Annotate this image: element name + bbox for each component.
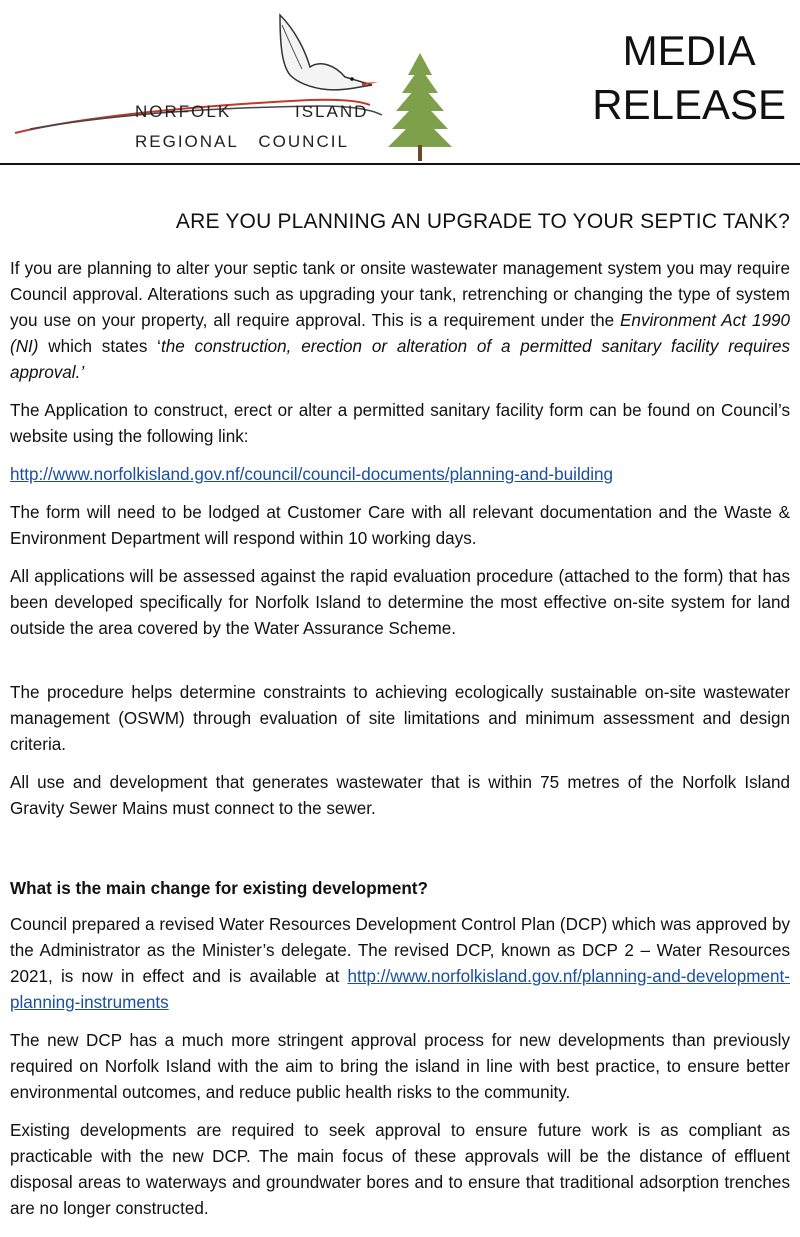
act-name: Environment Act 1990 (NI) [10, 311, 790, 356]
act-quote: the construction, erection or alteration of a permitted sanitary facility requires approval.’ [10, 337, 790, 382]
header-rule [0, 163, 800, 165]
paragraph-intro [10, 256, 790, 386]
planning-instruments-link[interactable]: http://www.norfolkisland.gov.nf/planning-and-development-planning-instruments [10, 967, 790, 1012]
paragraph-form-info: The Application to construct, erect or alter a permitted sanitary facility form can be found on Council’s website using the following link: [10, 401, 790, 446]
paragraph-lodgement: The form will need to be lodged at Customer Care with all relevant documentation and the Waste & Environment Department will respond within 10 working days. [10, 503, 790, 548]
logo-text-regional-council: REGIONAL COUNCIL [135, 132, 349, 151]
paragraph-sewer: All use and development that generates wastewater that is within 75 metres of the Norfolk Island Gravity Sewer Mains must connect to the sewer. [10, 773, 790, 818]
paragraph-assessment: All applications will be assessed against the rapid evaluation procedure (attached to the form) that has been developed specifically for Norfolk Island to determine the most effective on-site system for land outside the area covered by the Water Assurance Scheme. [10, 567, 790, 638]
planning-building-link[interactable]: http://www.norfolkisland.gov.nf/council/council-documents/planning-and-building [10, 465, 614, 484]
paragraph-existing-developments: Existing developments are required to seek approval to ensure future work is as compliant as practicable with the new DCP. The main focus of these approvals will be the distance of effluent disposal areas to waterways and groundwater bores and to ensure that traditional adsorption trenches are no longer constructed. [10, 1121, 790, 1218]
media-word: MEDIA [622, 27, 756, 74]
headline: ARE YOU PLANNING AN UPGRADE TO YOUR SEPTIC TANK? [175, 210, 790, 233]
article-body [10, 210, 790, 1234]
paragraph-dcp [10, 912, 790, 1016]
release-word: RELEASE [592, 81, 786, 128]
council-logo [10, 5, 460, 165]
paragraph-new-dcp: The new DCP has a much more stringent approval process for new developments than previously required on Norfolk Island with the aim to bring the island in line with best practice, to ensure better environmental outcomes, and reduce public health risks to the community. [10, 1031, 790, 1102]
spacer [10, 654, 790, 680]
intro-text: If you are planning to alter your septic tank or onsite wastewater management system you may require Council approval. Alterations such as upgrading your tank, retrenching or changing the type of system you use on your property, all require approval. This is a requirement under the [10, 259, 790, 330]
paragraph-link [10, 462, 790, 488]
paragraph-procedure: The procedure helps determine constraints to achieving ecologically sustainable on-site wastewater management (OSWM) through evaluation of site limitations and minimum assessment and design criteria. [10, 683, 790, 754]
spacer [10, 834, 790, 876]
logo-text-island: ISLAND [295, 102, 369, 121]
media-release-title [592, 24, 786, 132]
logo-text-norfolk: NORFOLK [135, 102, 232, 121]
dcp-text: Council prepared a revised Water Resources Development Control Plan (DCP) which was approved by the Administrator as the Minister’s delegate. The revised DCP, known as DCP 2 – Water Resources 2021, is now in effect and is available at [10, 915, 790, 986]
intro-text-2: which states ‘ [38, 337, 161, 356]
subheading-main-change: What is the main change for existing development? [10, 879, 428, 898]
header [0, 0, 800, 165]
